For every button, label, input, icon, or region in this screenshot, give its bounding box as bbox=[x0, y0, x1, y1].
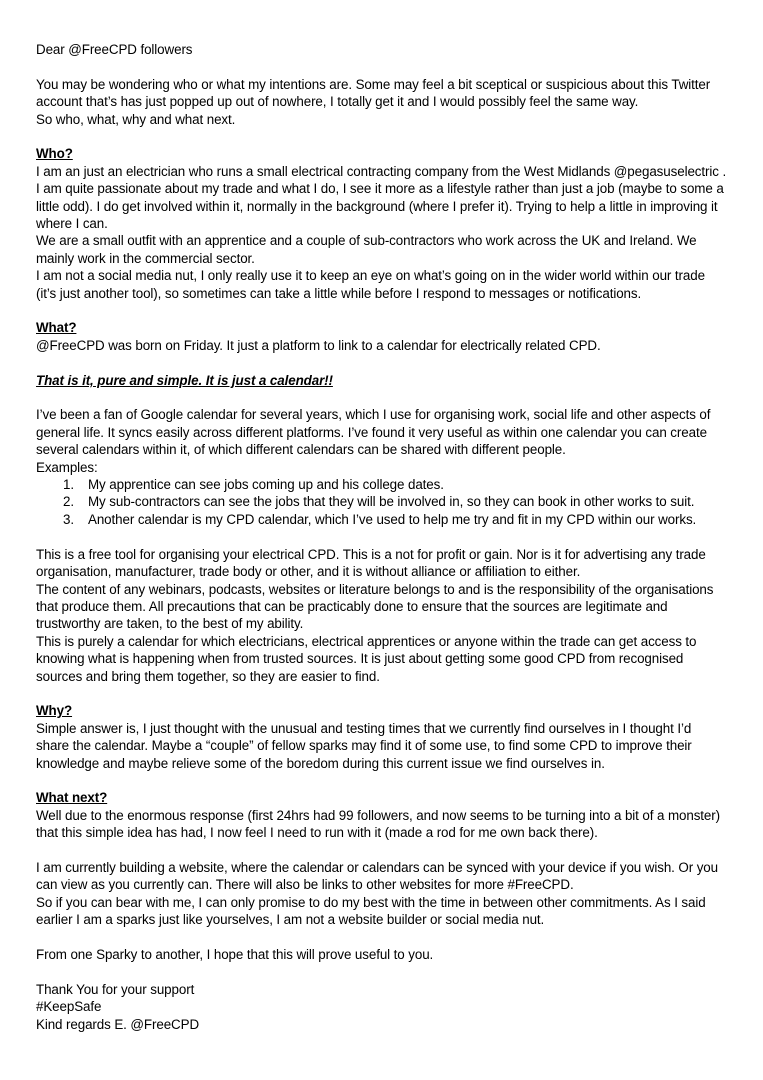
paragraph-line: I’ve been a fan of Google calendar for several years, which I use for organising work, social life and other aspects of general life. It syncs easily across different platforms. I’ve found it very useful as within one calendar you can create several calendars within it, of which different calendars can be shared with different people. bbox=[36, 407, 711, 458]
website-paragraph bbox=[36, 859, 727, 929]
paragraph-line: I am currently building a website, where the calendar or calendars can be synced with your device if you wish. Or you can view as you currently can. There will also be links to other websites for more #FreeCPD. bbox=[36, 859, 718, 893]
paragraph-line: I am quite passionate about my trade and what I do, I see it more as a lifestyle rather than just a job (maybe to some a little odd). I do get involved within it, normally in the background (where I prefer it). Trying to help a little in improving it where I can. bbox=[36, 181, 724, 232]
paragraph-line: So if you can bear with me, I can only promise to do my best with the time in between other commitments. As I said earlier I am a sparks just like yourselves, I am not a website builder or social media nut. bbox=[36, 894, 706, 928]
list-item bbox=[36, 511, 727, 528]
paragraph-line: From one Sparky to another, I hope that this will prove useful to you. bbox=[36, 946, 434, 962]
paragraph-line: #KeepSafe bbox=[36, 999, 102, 1015]
paragraph-line: You may be wondering who or what my intentions are. Some may feel a bit sceptical or suspicious about this Twitter account that’s has just popped up out of nowhere, I totally get it and I would possibly feel the same way. bbox=[36, 76, 711, 110]
what-paragraph bbox=[36, 337, 727, 354]
list-item-number: 2. bbox=[63, 494, 74, 510]
paragraph-line: I am not a social media nut, I only really use it to keep an eye on what’s going on in the wider world within our trade (it’s just another tool), so sometimes can take a little while before I respond to messages or notifications. bbox=[36, 268, 705, 301]
list-item-text: My apprentice can see jobs coming up and his college dates. bbox=[88, 477, 444, 493]
paragraph-line: We are a small outfit with an apprentice and a couple of sub-contractors who work across the UK and Ireland. We mainly work in the commercial sector. bbox=[36, 233, 697, 266]
paragraph-line: @FreeCPD was born on Friday. It just a platform to link to a calendar for electrically related CPD. bbox=[36, 337, 601, 353]
signoff-paragraph bbox=[36, 981, 727, 1033]
paragraph-line: This is purely a calendar for which electricians, electrical apprentices or anyone within the trade can get access to knowing what is happening when from trusted sources. It is just about getting some good CPD from recognised sources and bring them together, so they are easier to find. bbox=[36, 633, 697, 684]
paragraph-line: Thank You for your support bbox=[36, 981, 195, 997]
who-heading: Who? bbox=[36, 146, 73, 162]
what-heading: What? bbox=[36, 320, 77, 336]
who-paragraph bbox=[36, 163, 727, 302]
paragraph-line: This is a free tool for organising your electrical CPD. This is a not for profit or gain. Nor is it for advertising any trade organisation, manufacturer, trade body or other, and it is without alliance or affiliation to either. bbox=[36, 546, 706, 580]
intro-paragraph bbox=[36, 76, 727, 128]
list-item bbox=[36, 493, 727, 510]
paragraph-line: Dear @FreeCPD followers bbox=[36, 42, 193, 57]
paragraph-line: Well due to the enormous response (first 24hrs had 99 followers, and now seems to be turning into a bit of a monster) that this simple idea has had, I now feel I need to run with it (made a rod for me own back there). bbox=[36, 807, 720, 841]
salutation bbox=[36, 41, 727, 58]
sparky-paragraph bbox=[36, 946, 727, 963]
why-heading: Why? bbox=[36, 703, 73, 719]
calendar-emphasis-line: That is it, pure and simple. It is just a calendar!! bbox=[36, 372, 333, 388]
list-item bbox=[36, 476, 727, 493]
paragraph-line: Kind regards E. @FreeCPD bbox=[36, 1016, 200, 1032]
paragraph-line: Simple answer is, I just thought with the unusual and testing times that we currently find ourselves in I thought I’d share the calendar. Maybe a “couple” of fellow sparks may find it of some use, to find some CPD to improve their knowledge and maybe relieve some of the boredom during this current issue we find ourselves in. bbox=[36, 720, 692, 771]
paragraph-line: I am an just an electrician who runs a small electrical contracting company from the West Midlands @pegasuselectric . bbox=[36, 163, 727, 179]
what-next-heading: What next? bbox=[36, 790, 108, 806]
list-item-text: Another calendar is my CPD calendar, which I’ve used to help me try and fit in my CPD within our works. bbox=[88, 511, 697, 527]
list-item-number: 1. bbox=[63, 477, 74, 493]
why-paragraph bbox=[36, 720, 727, 772]
paragraph-line: Examples: bbox=[36, 459, 98, 475]
list-item-text: My sub-contractors can see the jobs that they will be involved in, so they can book in other works to suit. bbox=[88, 494, 695, 510]
what-next-paragraph bbox=[36, 807, 727, 842]
list-item-number: 3. bbox=[63, 511, 74, 527]
examples-list bbox=[36, 476, 727, 528]
paragraph-line: So who, what, why and what next. bbox=[36, 111, 236, 127]
paragraph-line: The content of any webinars, podcasts, websites or literature belongs to and is the responsibility of the organisations that produce them. All precautions that can be practicably done to ensure that the sources are legitimate and trustworthy are taken, to the best of my ability. bbox=[36, 581, 714, 632]
free-tool-paragraph bbox=[36, 546, 727, 685]
google-calendar-paragraph bbox=[36, 406, 727, 476]
